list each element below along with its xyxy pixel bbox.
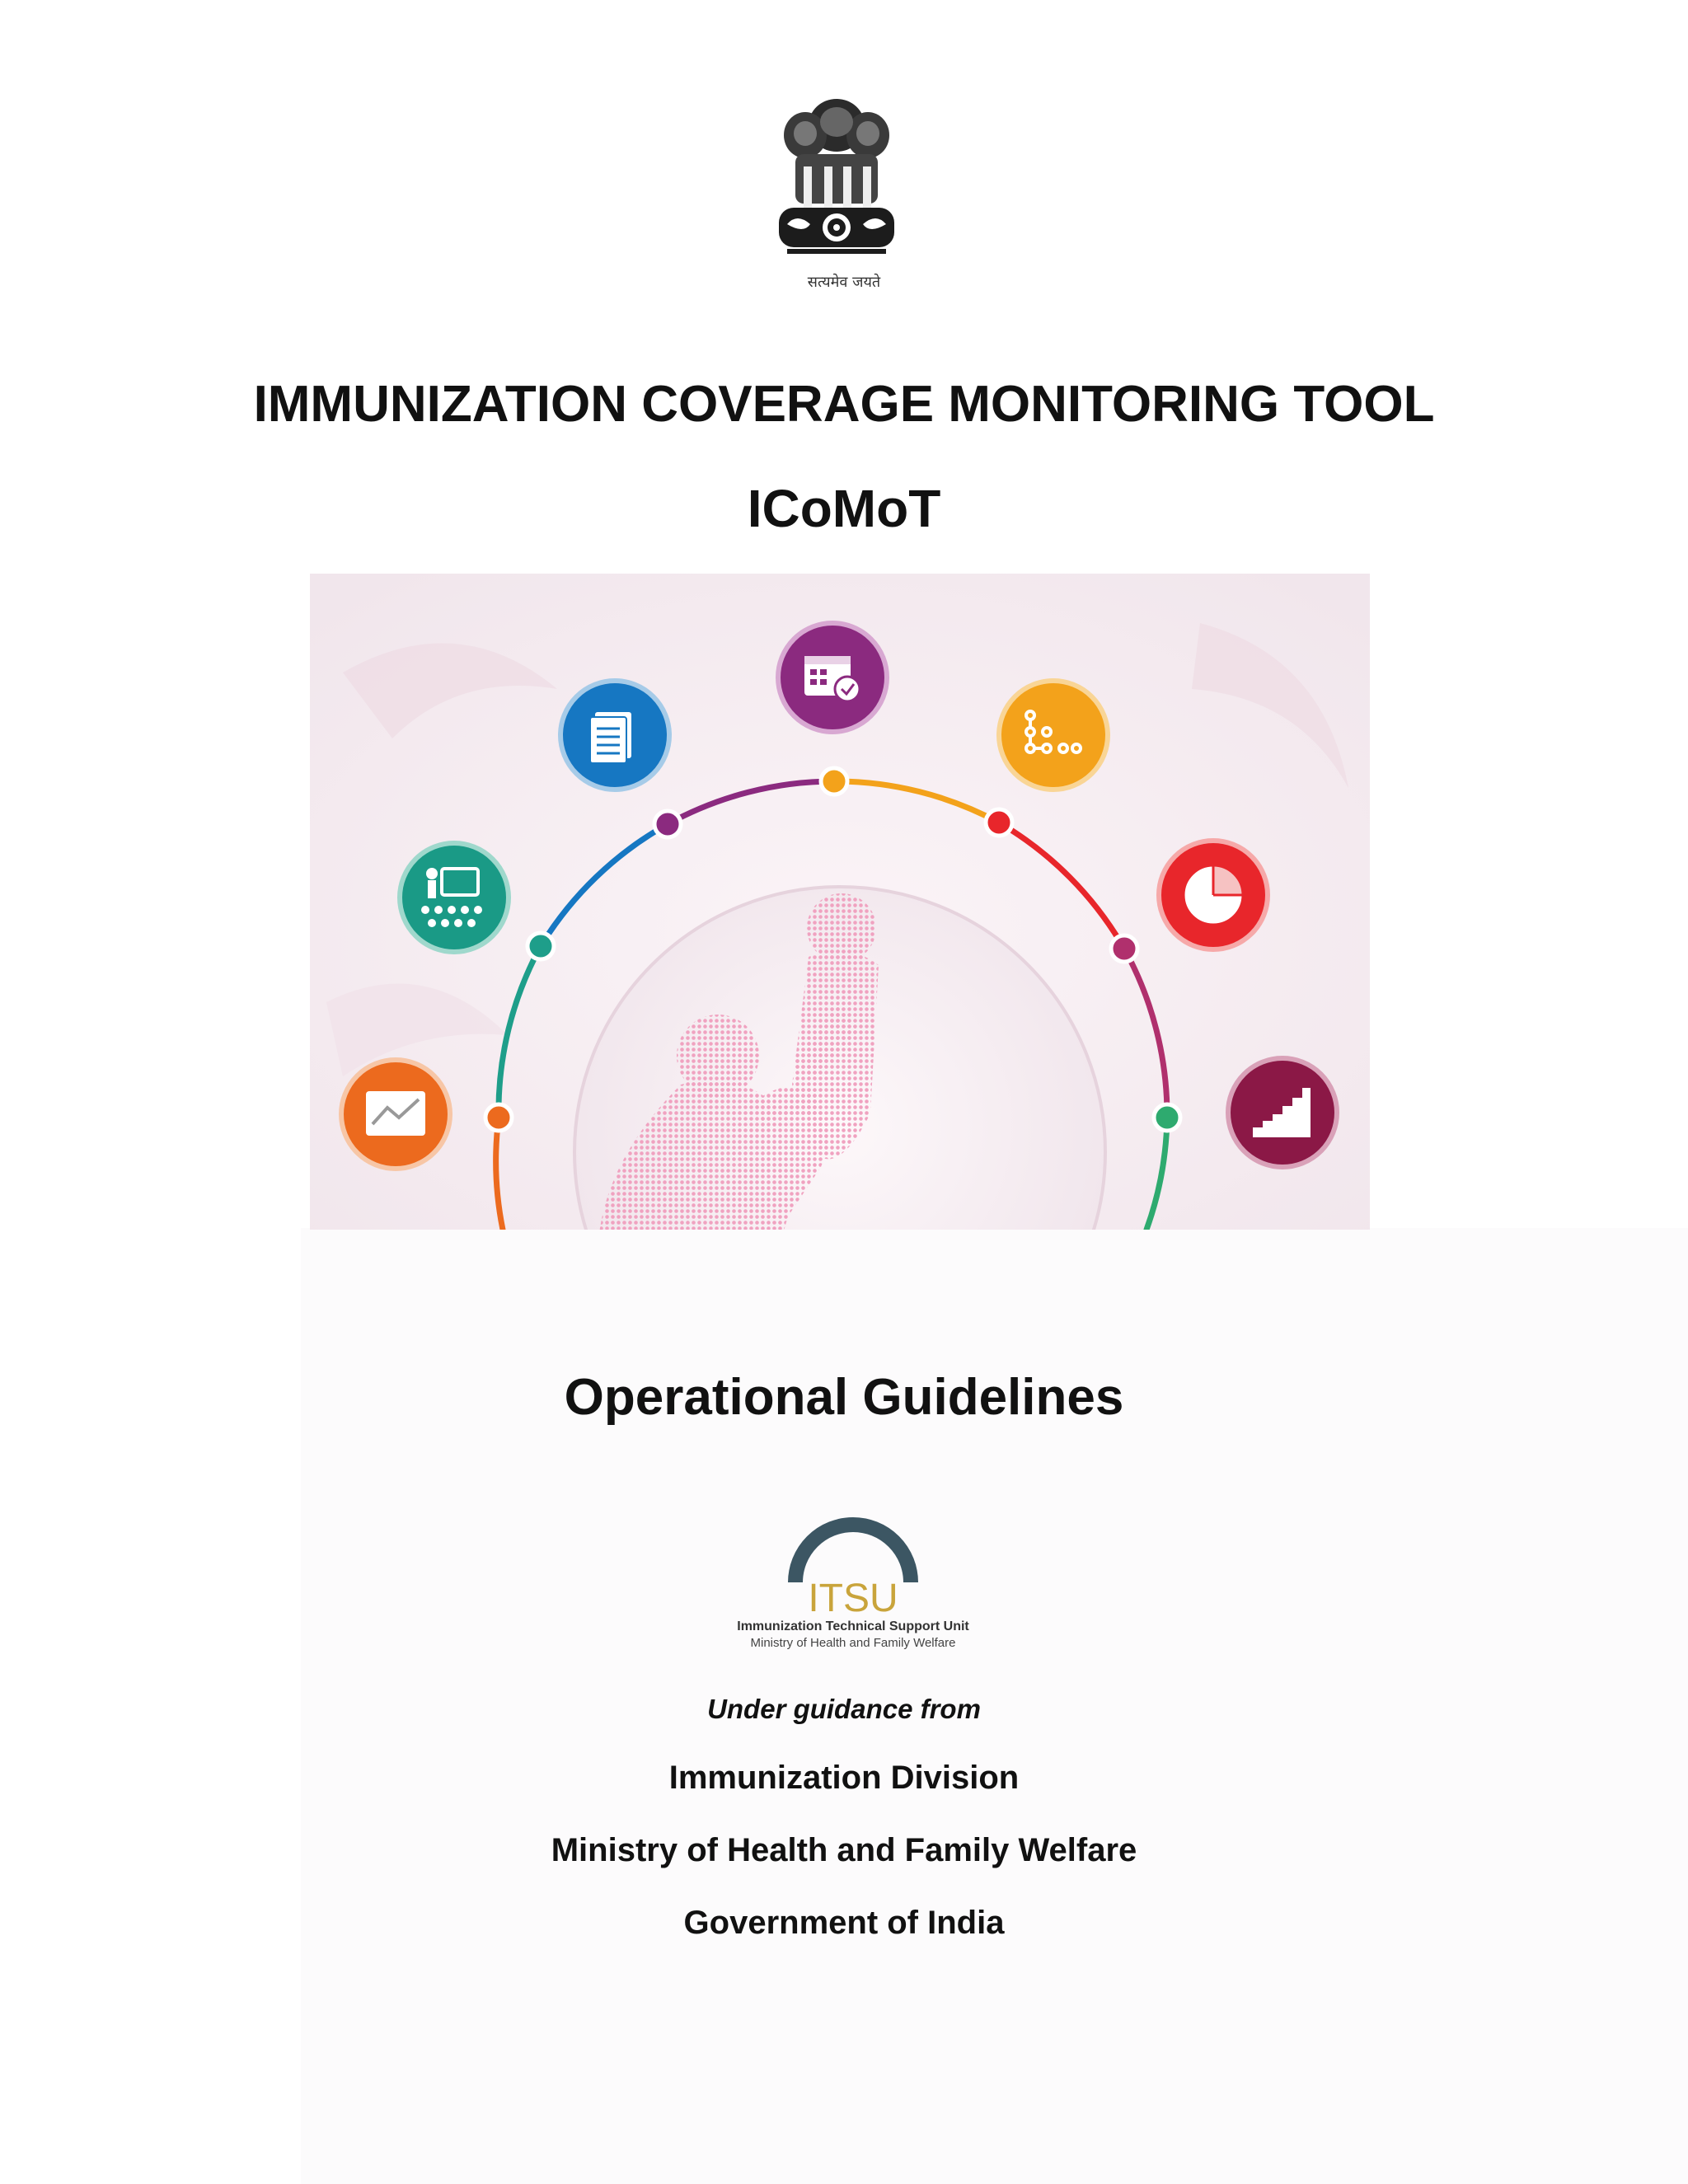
trend-chart-icon (341, 1060, 450, 1169)
document-title: IMMUNIZATION COVERAGE MONITORING TOOL (253, 376, 1435, 433)
network-icon (999, 681, 1108, 790)
emblem-motto: सत्यमेव जयते (807, 274, 881, 291)
growth-stairs-icon (1228, 1058, 1337, 1167)
operational-guidelines-heading: Operational Guidelines (564, 1369, 1124, 1426)
guidance-line-ministry: Ministry of Health and Family Welfare (551, 1832, 1137, 1868)
itsu-logo-name: ITSU (808, 1577, 898, 1620)
itsu-logo-line1: Immunization Technical Support Unit (737, 1619, 969, 1633)
itsu-logo-line2: Ministry of Health and Family Welfare (750, 1636, 956, 1650)
guidance-line-government: Government of India (683, 1905, 1005, 1941)
document-icon (560, 681, 669, 790)
classroom-icon (400, 843, 509, 952)
national-emblem-icon (762, 92, 911, 295)
hero-illustration (310, 574, 1370, 1230)
guidance-label: Under guidance from (707, 1694, 981, 1724)
guidance-line-division: Immunization Division (668, 1760, 1020, 1796)
pie-chart-icon (1159, 841, 1268, 949)
document-acronym: ICoMoT (747, 479, 941, 538)
itsu-logo (734, 1483, 973, 1657)
calendar-icon (778, 623, 887, 732)
